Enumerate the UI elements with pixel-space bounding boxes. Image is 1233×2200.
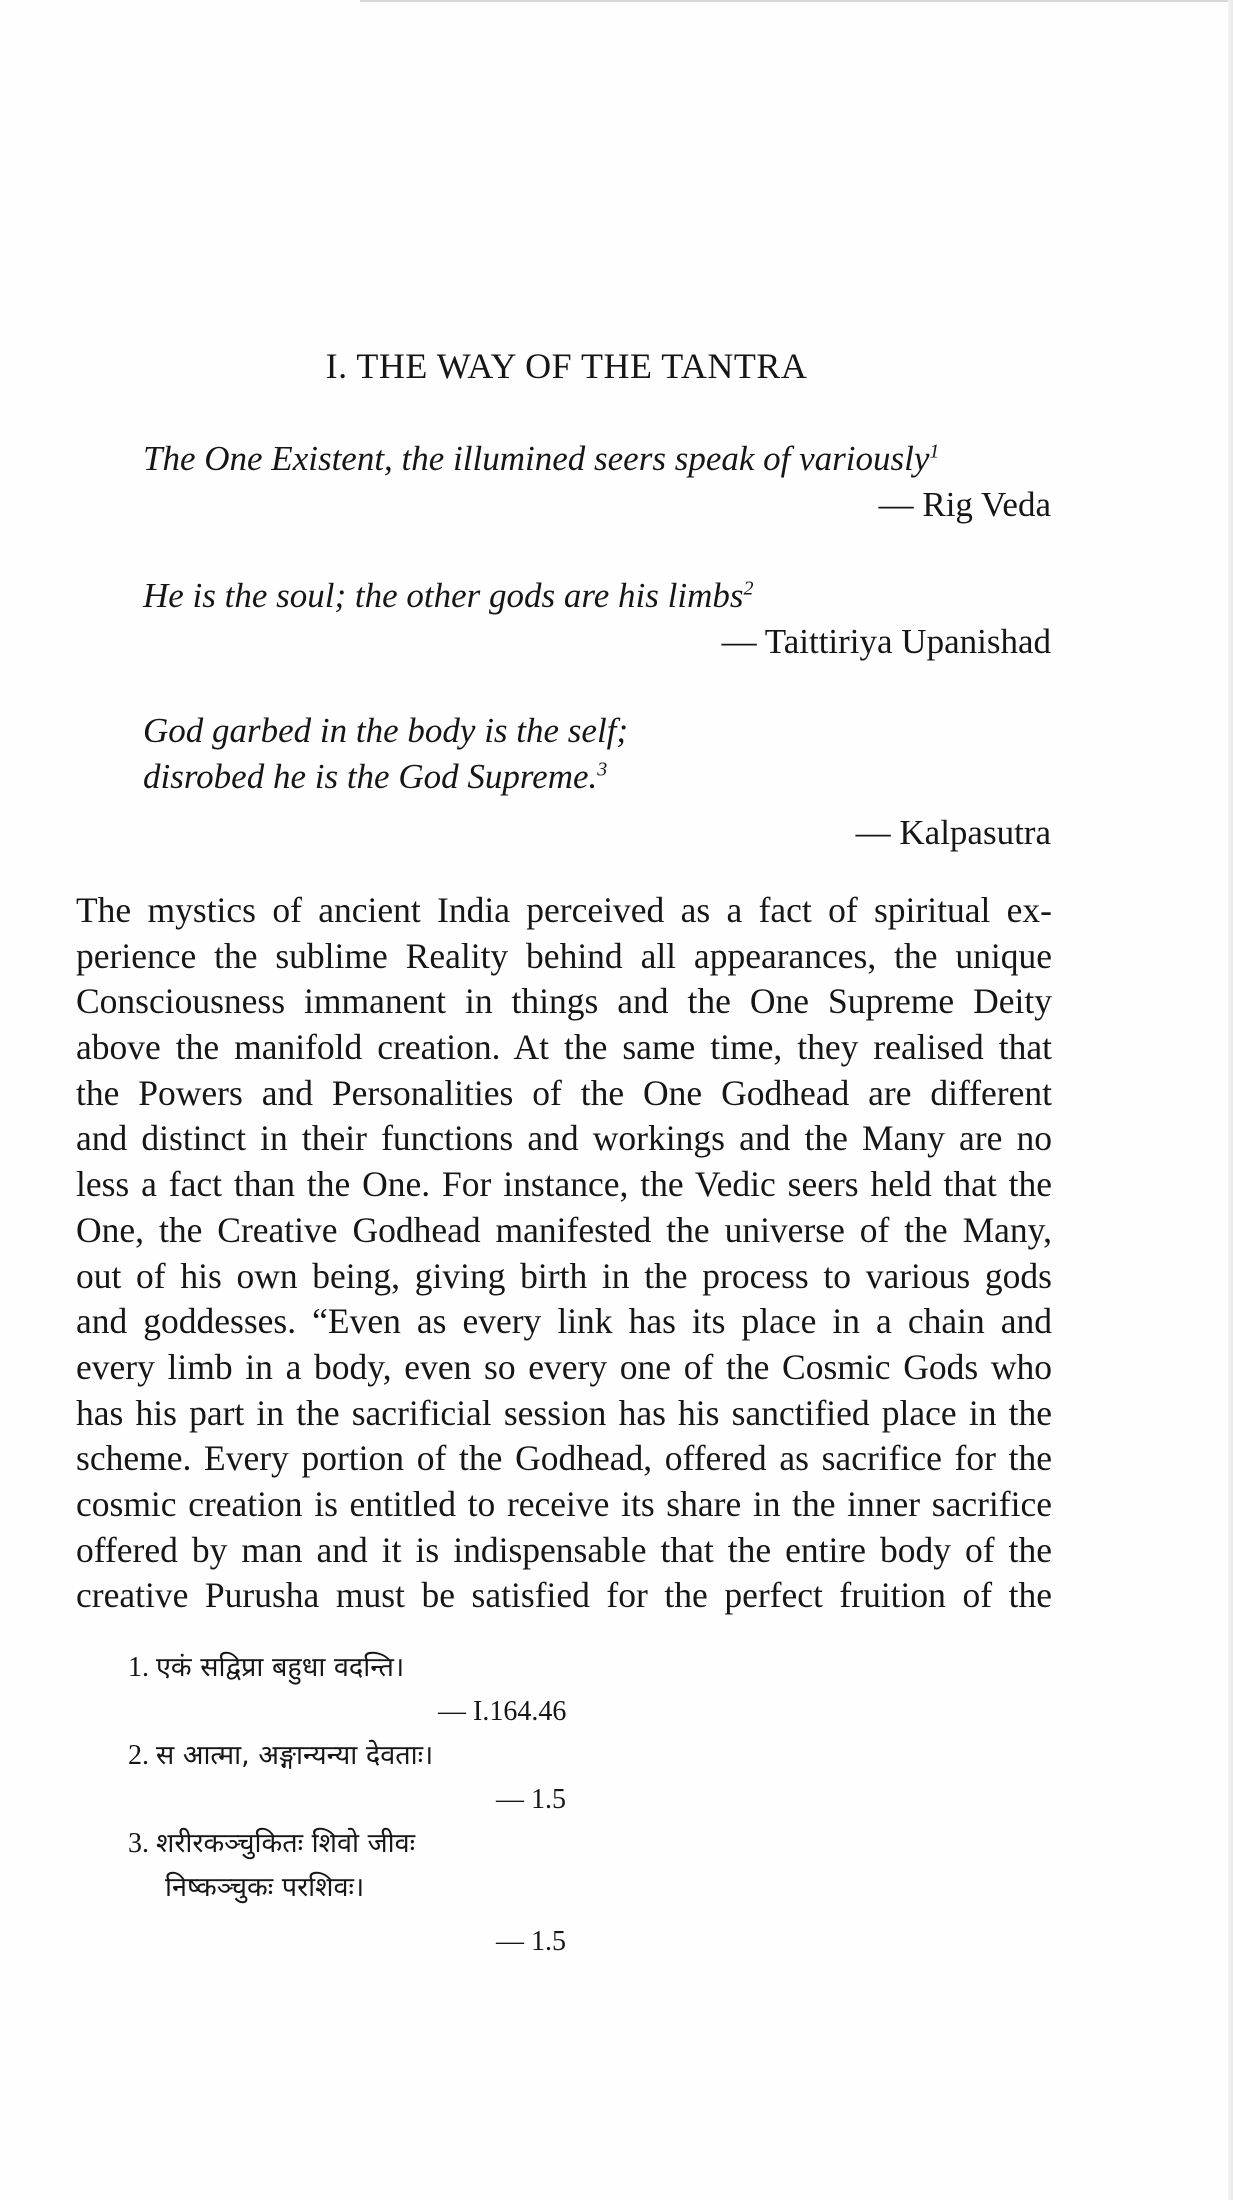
body-line: out of his own being, giving birth in the process to various gods [76,1255,1052,1296]
body-paragraph [76,888,1052,1619]
chapter-title: I. THE WAY OF THE TANTRA [325,346,808,386]
footnote-1 [128,1646,628,1690]
epigraph-rig-veda [143,436,1051,528]
epigraph-quote: God garbed in the body is the self; [143,711,629,750]
footnote-reference: — 1.5 [496,1926,566,1957]
footnotes [128,1646,628,1964]
footnote-number: 1. [128,1652,149,1683]
body-line: Consciousness immanent in things and the One Supreme Deity [76,981,1052,1022]
footnote-sanskrit: स आत्मा, अङ्गान्यन्या देवताः। [156,1740,434,1771]
body-line: and distinct in their functions and workings and the Many are no [76,1118,1052,1159]
footnote-sanskrit: एकं सद्विप्रा बहुधा वदन्ति। [156,1652,405,1683]
footnote-number: 3. [128,1828,149,1859]
footnote-mark: 3 [597,758,608,781]
epigraph-kalpasutra [143,708,1051,856]
body-line: creative Purusha must be satisfied for the perfect fruition of the [76,1575,1052,1616]
epigraph-quote [143,573,1051,619]
body-line: and goddesses. “Even as every link has its place in a chain and [76,1301,1052,1342]
body-line: less a fact than the One. For instance, the Vedic seers held that the [76,1164,1052,1205]
epigraph-taittiriya [143,573,1051,665]
epigraph-source: — Taittiriya Upanishad [721,622,1051,661]
footnote-sanskrit: निष्कञ्चुकः परशिवः। [165,1872,365,1903]
body-line: every limb in a body, even so every one of the Cosmic Gods who [76,1346,1052,1387]
body-line: scheme. Every portion of the Godhead, offered as sacrifice for the [76,1438,1052,1479]
footnote-mark: 2 [743,577,754,600]
epigraph-quote [143,754,1051,800]
body-line: One, the Creative Godhead manifested the universe of the Many, [76,1209,1052,1250]
body-line: the Powers and Personalities of the One Godhead are different [76,1072,1052,1113]
epigraph-source: — Rig Veda [878,485,1051,524]
footnote-2 [128,1734,628,1778]
body-line: The mystics of ancient India perceived as a fact of spiritual ex- [76,890,1052,930]
body-line: offered by man and it is indispensable that the entire body of the [76,1529,1052,1570]
epigraph-source: — Kalpasutra [855,813,1051,852]
footnote-sanskrit: शरीरकञ्चुकितः शिवो जीवः [156,1828,416,1859]
body-line: cosmic creation is entitled to receive its share in the inner sacrifice [76,1483,1052,1524]
footnote-reference: — 1.5 [496,1784,566,1815]
body-line: perience the sublime Reality behind all appearances, the unique [76,935,1052,976]
body-line: has his part in the sacrificial session has his sanctified place in the [76,1392,1052,1433]
epigraph-quote [143,436,1051,482]
page-right-edge [1228,0,1233,2200]
footnote-mark: 1 [929,440,940,463]
footnote-3-continued [128,1866,628,1910]
footnote-reference: — I.164.46 [438,1696,567,1727]
epigraph-quote-text: The One Existent, the illumined seers speak of variously [143,439,930,478]
footnote-3 [128,1822,628,1866]
top-edge-line [360,0,1233,2]
epigraph-quote-text: disrobed he is the God Supreme. [143,757,598,796]
footnote-number: 2. [128,1740,149,1771]
body-line: above the manifold creation. At the same time, they realised that [76,1027,1052,1068]
epigraph-quote-text: He is the soul; the other gods are his limbs [143,576,744,615]
